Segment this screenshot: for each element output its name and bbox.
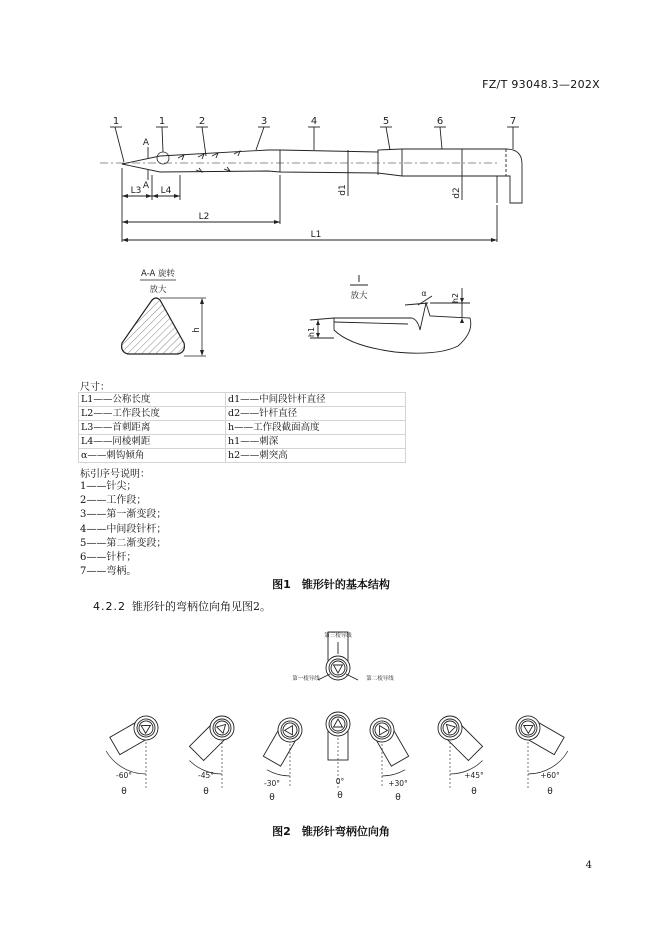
detail-i-view [300,268,480,368]
oriented-needle-head-3 [326,712,350,760]
list-item: 7——弯柄。 [80,566,137,578]
bend-angle-diagram [88,625,584,805]
edge2-label: 第二棱导线 [366,676,394,682]
oriented-needle-head-5 [433,711,484,762]
list-item: 3——第一渐变段； [80,509,167,521]
callout-6: 6 [436,116,444,127]
dim-h: h [192,327,202,333]
needle-side-view-drawing [80,100,540,260]
detail-scale: 放大 [350,291,368,301]
legend-title: 标引序号说明： [80,469,150,480]
edge3-label: 第三棱导线 [324,633,352,639]
dim-d2: d2 [452,187,462,199]
reference-needle-head [326,632,350,680]
angle-label-plus45: +45° [464,771,484,780]
callout-2: 2 [198,116,206,127]
units-title: 尺寸： [80,382,110,393]
angle-label-minus30: -30° [264,779,280,788]
clause-number: 4.2.2 [93,600,126,613]
edge2-leader [346,674,358,680]
page-number: 4 [585,860,592,871]
list-item: 5——第二渐变段； [80,537,167,549]
legend-list [80,480,166,579]
figure2-caption: 图2 锥形针弯柄位向角 [272,825,390,838]
edge1-label: 第一棱导线 [292,676,320,682]
section-title: A-A 旋转 [140,269,176,279]
callout-3: 3 [260,116,268,127]
list-item: 4——中间段针杆； [80,523,167,535]
angle-label-0: 0° [335,777,345,786]
table-row: L2——工作段长度 d2——针杆直径 [79,407,406,421]
list-item: 1——针尖； [80,481,137,492]
angle-label-plus60: +60° [540,771,560,780]
dim-L3: L3 [130,186,142,196]
theta-label: θ [547,787,553,797]
figure1-caption: 图1 锥形针的基本结构 [272,578,390,591]
section-scale: 放大 [149,285,167,295]
theta-label: θ [337,791,343,801]
edge1-leader [318,674,330,680]
angle-label-minus60: -60° [116,771,132,780]
angle-label-plus30: +30° [388,779,408,788]
units-table [78,392,406,463]
angle-label-minus45: -45° [198,771,214,780]
callout-1-detail: 1 [158,116,166,127]
section-mark-bottom: A [142,181,150,191]
clause-text: 锥形针的弯柄位向角见图2。 [132,600,271,613]
table-row: α——刺钩倾角 h2——刺突高 [79,449,406,463]
list-item: 6——针杆； [80,552,137,564]
angle-arc [382,770,405,776]
table-row: L3——首刺距离 h——工作段截面高度 [79,421,406,435]
clause-paragraph [93,598,271,614]
callout-7: 7 [509,116,517,127]
section-aa-view [110,262,220,372]
theta-label: θ [121,787,127,797]
callout-1-tip: 1 [112,116,120,127]
detail-alpha: α [421,289,427,298]
callout-5: 5 [382,116,390,127]
oriented-needle-head-0 [109,712,163,757]
list-item: 2——工作段； [80,495,147,507]
angle-arc [267,770,290,776]
dim-L2: L2 [198,212,210,222]
oriented-needle-head-6 [512,712,566,757]
section-mark-top: A [142,138,150,148]
theta-label: θ [203,787,209,797]
oriented-needle-head-2 [262,714,307,768]
table-row: L4——同棱刺距 h1——刺深 [79,435,406,449]
callout-4: 4 [310,116,318,127]
dim-d1: d1 [338,184,348,196]
document-number: FZ/T 93048.3—202X [482,78,600,91]
theta-label: θ [471,787,477,797]
theta-label: θ [269,793,275,803]
dim-L1: L1 [310,230,322,240]
dim-h1: h1 [307,326,316,338]
table-row: L1——公称长度 d1——中间段针杆直径 [79,393,406,407]
detail-label: I [357,274,361,285]
oriented-needle-head-1 [188,711,239,762]
dim-h2: h2 [451,292,460,304]
oriented-needle-head-4 [366,714,411,768]
theta-label: θ [395,793,401,803]
dim-L4: L4 [160,186,172,196]
